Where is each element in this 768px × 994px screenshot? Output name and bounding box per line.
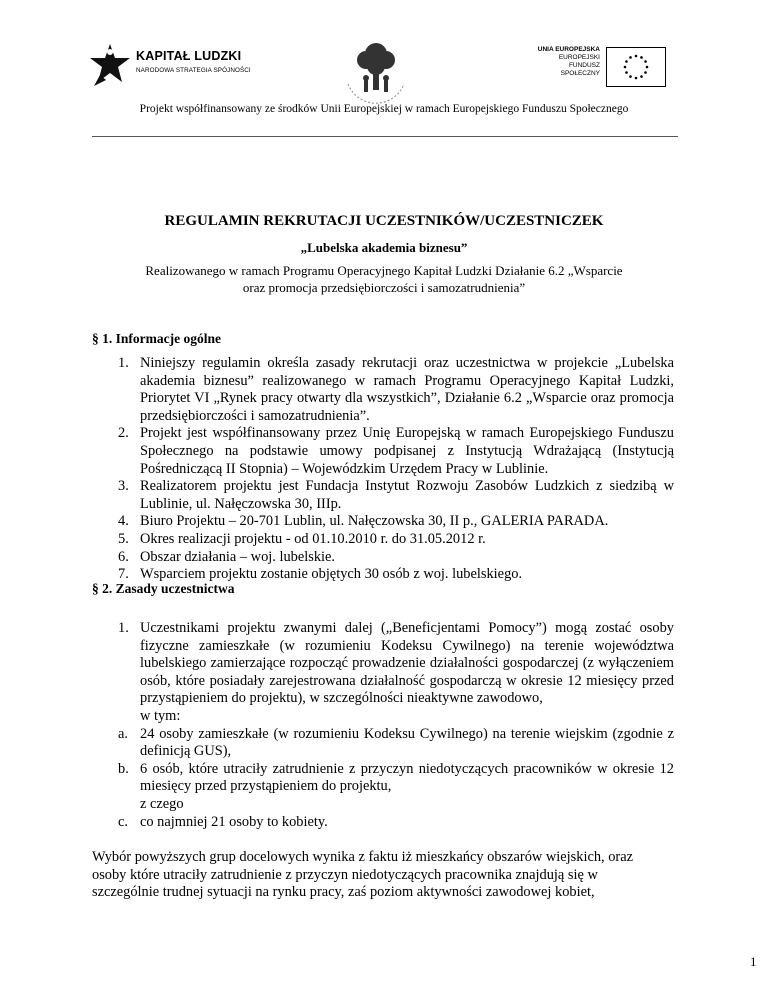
list-subheading: w tym: [140, 707, 181, 724]
list-item-letter: a. [118, 725, 128, 742]
eu-star-icon [644, 60, 647, 63]
list-item [118, 549, 674, 567]
eu-star-icon [625, 71, 628, 74]
eu-star-icon [635, 55, 638, 58]
eu-star-icon [625, 60, 628, 63]
list-item-text: Projekt jest współfinansowany przez Unię Europejską w ramach Europejskiego Funduszu Społecznego na podstawie umowy podpisanej z Instytucją Wdrażającą (Instytucją Pośredniczącą II Stopnia) – Wojewódzkim Urzędem Pracy w Lublinie. [140, 425, 674, 477]
closing-line: Wybór powyższych grup docelowych wynika z faktu iż mieszkańcy obszarów wiejskich, oraz [92, 849, 633, 865]
list-item-number: 3. [118, 478, 129, 495]
list-item-number: 1. [118, 620, 129, 636]
eu-logo [528, 46, 688, 86]
list-item-letter: c. [118, 813, 128, 830]
tree-logo [336, 36, 416, 104]
list-item-number: 1. [118, 355, 129, 371]
eu-star-icon [629, 56, 632, 59]
eu-star-icon [640, 75, 643, 78]
list-item [118, 726, 674, 761]
eu-star-icon [646, 66, 649, 69]
eu-logo-line2: EUROPEJSKI [558, 54, 600, 61]
list-item-number: 4. [118, 513, 129, 530]
document-subtitle: „Lubelska akademia biznesu” [300, 240, 468, 255]
list-item [118, 708, 674, 726]
list-item [118, 531, 674, 549]
kapital-ludzki-star-icon [88, 42, 132, 86]
eu-star-icon [635, 77, 638, 80]
eu-logo-text [528, 46, 600, 78]
list-subheading: z czego [140, 795, 184, 812]
list-item-number: 2. [118, 425, 129, 442]
section1-list [118, 355, 674, 584]
list-item-text: Obszar działania – woj. lubelskie. [140, 548, 336, 565]
list-item-number: 7. [118, 566, 129, 583]
list-item [118, 761, 674, 796]
list-item-letter: b. [118, 760, 129, 777]
list-item-text: 24 osoby zamieszkałe (w rozumieniu Kodeksu Cywilnego) na terenie wiejskim (zgodnie z definicją GUS), [140, 725, 674, 760]
eu-flag-icon [606, 47, 666, 87]
list-item-text: Biuro Projektu – 20-701 Lublin, ul. Nałęczowska 30, II p., GALERIA PARADA. [140, 513, 609, 530]
eu-star-icon [644, 71, 647, 74]
list-item-text: Uczestnikami projektu zwanymi dalej („Beneficjentami Pomocy”) mogą zostać osoby fizyczne zamieszkałe (w rozumieniu Kodeksu Cywilnego) na terenie województwa lubelskiego zamierzające rozpocząć prowadzenie działalności gospodarczej (z wyłączeniem osób, które posiadały zarejestrowana działalność gospodarczą w okresie 12 miesięcy przed przystąpieniem do projektu), w szczególności nieaktywne zawodowo, [140, 620, 674, 707]
cofinance-note: Projekt współfinansowany ze środków Unii Europejskiej w ramach Europejskiego Funduszu Społecznego [139, 103, 629, 115]
eu-star-icon [640, 56, 643, 59]
document-title: REGULAMIN REKRUTACJI UCZESTNIKÓW/UCZESTNICZEK [164, 213, 604, 229]
closing-line: osoby które utraciły zatrudnienie z przyczyn niedotyczących pracownika znajdują się w [92, 866, 598, 883]
list-item-text: co najmniej 21 osoby to kobiety. [140, 813, 328, 830]
list-item [118, 620, 674, 708]
header-divider [92, 136, 678, 137]
section2-heading: § 2. Zasady uczestnictwa [92, 581, 235, 596]
list-item-text: Realizatorem projektu jest Fundacja Instytut Rozwoju Zasobów Ludzkich z siedzibą w Lublinie, ul. Nałęczowska 30, IIIp. [140, 478, 674, 512]
list-item [118, 796, 674, 814]
realization-line1: Realizowanego w ramach Programu Operacyjnego Kapitał Ludzki Działanie 6.2 „Wsparcie [145, 263, 623, 278]
list-item-text: Okres realizacji projektu - od 01.10.2010 r. do 31.05.2012 r. [140, 530, 486, 547]
kapital-ludzki-logo [88, 40, 258, 90]
list-item [118, 355, 674, 425]
list-item-text: 6 osób, które utraciły zatrudnienie z przyczyn niedotyczących pracowników w okresie 12 miesięcy przed przystąpieniem do projektu, [140, 760, 674, 795]
realization-line2: oraz promocja przedsiębiorczości i samozatrudnienia” [242, 280, 526, 295]
list-item [118, 814, 674, 832]
kapital-ludzki-subtitle: NARODOWA STRATEGIA SPÓJNOŚCI [136, 67, 251, 74]
eu-star-icon [629, 75, 632, 78]
section2-list [118, 620, 674, 831]
tree-icon [336, 36, 416, 104]
list-item [118, 513, 674, 531]
list-item [118, 478, 674, 513]
closing-line: szczególnie trudnej sytuacji na rynku pracy, zaś poziom aktywności zawodowej kobiet, [92, 884, 595, 901]
list-item-text: Wsparciem projektu zostanie objętych 30 osób z woj. lubelskiego. [140, 566, 523, 583]
list-item-number: 5. [118, 530, 129, 547]
list-item-number: 6. [118, 548, 129, 565]
eu-logo-line3: FUNDUSZ SPOŁECZNY [560, 62, 600, 77]
section2-closing-paragraph [92, 849, 692, 902]
kapital-ludzki-title: KAPITAŁ LUDZKI [136, 49, 242, 63]
page-header [0, 0, 768, 140]
page-number: 1 [750, 954, 757, 969]
eu-logo-line1: UNIA EUROPEJSKA [537, 46, 600, 53]
section1-heading: § 1. Informacje ogólne [92, 331, 221, 346]
list-item-text: Niniejszy regulamin określa zasady rekrutacji oraz uczestnictwa w projekcie „Lubelska akademia biznesu” realizowanego w ramach Programu Operacyjnego Kapitał Ludzki, Priorytet VI „Rynek pracy otwarty dla wszystkich”, Działanie 6.2 „Wsparcie oraz promocja przedsiębiorczości i samozatrudnienia”. [140, 355, 674, 424]
list-item [118, 425, 674, 478]
eu-star-icon [624, 66, 627, 69]
realization-note [114, 262, 654, 296]
